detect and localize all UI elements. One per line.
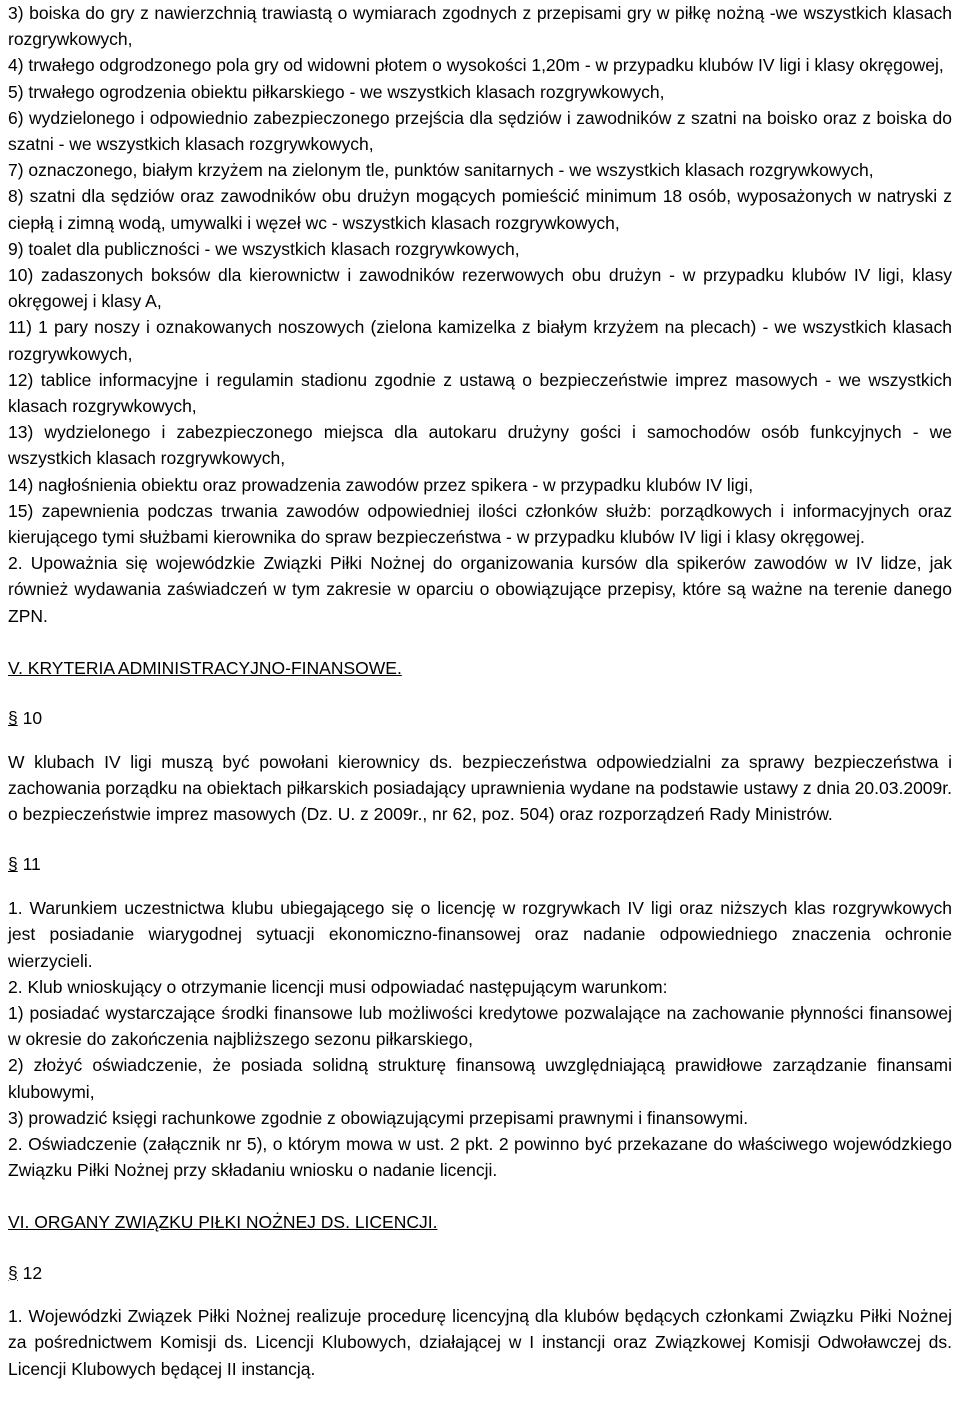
paragraph-marker-11 <box>8 851 952 877</box>
list-item: 12) tablice informacyjne i regulamin stadionu zgodnie z ustawą o bezpieczeństwie imprez masowych - we wszystkich klasach rozgrywkowych, <box>8 369 952 417</box>
list-item: 15) zapewnienia podczas trwania zawodów odpowiedniej ilości członków służb: porządkowych i informacyjnych oraz kierującego tymi służbami kierownika do spraw bezpieczeństwa - w przypadku klubów IV ligi i klasy okręgowej. <box>8 500 952 548</box>
paragraph: 2. Oświadczenie (załącznik nr 5), o którym mowa w ust. 2 pkt. 2 powinno być przekazane do właściwego wojewódzkiego Związku Piłki Nożnej przy składaniu wniosku o nadanie licencji. <box>8 1133 952 1181</box>
paragraph: 2. Upoważnia się wojewódzkie Związki Piłki Nożnej do organizowania kursów dla spikerów zawodów w IV lidze, jak również wydawania zaświadczeń w tym zakresie w oparciu o obowiązujące przepisy, które są ważne na terenie danego ZPN. <box>8 553 952 626</box>
list-item: 3) prowadzić księgi rachunkowe zgodnie z obowiązującymi przepisami prawnymi i finansowymi. <box>8 1107 749 1128</box>
list-item: 9) toalet dla publiczności - we wszystkich klasach rozgrywkowych, <box>8 238 520 259</box>
paragraph: 2. Klub wnioskujący o otrzymanie licencji musi odpowiadać następującym warunkom: <box>8 976 668 997</box>
list-item: 10) zadaszonych boksów dla kierownictw i zawodników rezerwowych obu drużyn - w przypadku klubów IV ligi, klasy okręgowej i klasy A, <box>8 265 952 312</box>
paragraph: 1. Warunkiem uczestnictwa klubu ubiegającego się o licencję w rozgrywkach IV ligi oraz niższych klas rozgrywkowych jest posiadanie wiarygodnej sytuacji ekonomiczno-finansowej oraz nadanie odpowiedniego znaczenia ochronie wierzycieli. <box>8 898 952 971</box>
section-heading-v <box>8 655 952 681</box>
list-item: 3) boiska do gry z nawierzchnią trawiastą o wymiarach zgodnych z przepisami gry w piłkę nożną -we wszystkich klasach rozgrywkowych, <box>8 3 952 50</box>
paragraph: W klubach IV ligi muszą być powołani kierownicy ds. bezpieczeństwa odpowiedzialni za sprawy bezpieczeństwa i zachowania porządku na obiektach piłkarskich posiadający uprawnienia wydane na podstawie ustawy z dnia 20.03.2009r. o bezpieczeństwie imprez masowych (Dz. U. z 2009r., nr 62, poz. 504) oraz rozporządzeń Rady Ministrów. <box>8 751 952 825</box>
section-sign: § <box>8 1262 18 1283</box>
paragraph: 1. Wojewódzki Związek Piłki Nożnej realizuje procedurę licencyjną dla klubów będących członkami Związku Piłki Nożnej za pośrednictwem Komisji ds. Licencji Klubowych, działającej w I instancji oraz Związkowej Komisji Odwoławczej ds. Licencji Klubowych będącej II instancją. <box>8 1306 952 1379</box>
section-heading-v-text: V. KRYTERIA ADMINISTRACYJNO-FINANSOWE. <box>8 657 402 678</box>
list-item: 1) posiadać wystarczające środki finansowe lub możliwości kredytowe pozwalające na zachowanie płynności finansowej w okresie do zakończenia najbliższego sezonu piłkarskiego, <box>8 1002 952 1050</box>
list-item: 2) złożyć oświadczenie, że posiada solidną strukturę finansową uwzględniającą prawidłowe zarządzanie finansami klubowymi, <box>8 1055 952 1102</box>
list-item: 4) trwałego odgrodzonego pola gry od widowni płotem o wysokości 1,20m - w przypadku klubów IV ligi i klasy okręgowej, <box>8 55 944 76</box>
paragraph-number: 12 <box>22 1262 43 1283</box>
section-heading-vi <box>8 1209 952 1235</box>
list-item: 5) trwałego ogrodzenia obiektu piłkarskiego - we wszystkich klasach rozgrywkowych, <box>8 81 665 102</box>
paragraph-number: 10 <box>22 708 43 729</box>
section-heading-vi-text: VI. ORGANY ZWIĄZKU PIŁKI NOŻNEJ DS. LICENCJI. <box>8 1212 438 1233</box>
paragraph-number: 11 <box>22 854 41 875</box>
paragraph-marker-12 <box>8 1260 952 1286</box>
list-item: 13) wydzielonego i zabezpieczonego miejsca dla autokaru drużyny gości i samochodów osób funkcyjnych - we wszystkich klasach rozgrywkowych, <box>8 422 952 469</box>
list-item: 7) oznaczonego, białym krzyżem na zielonym tle, punktów sanitarnych - we wszystkich klasach rozgrywkowych, <box>8 160 874 181</box>
list-item: 6) wydzielonego i odpowiednio zabezpieczonego przejścia dla sędziów i zawodników z szatni na boisko oraz z boiska do szatni - we wszystkich klasach rozgrywkowych, <box>8 107 952 155</box>
paragraph-marker-10 <box>8 705 952 731</box>
list-item: 11) 1 pary noszy i oznakowanych noszowych (zielona kamizelka z białym krzyżem na plecach) - we wszystkich klasach rozgrywkowych, <box>8 317 952 364</box>
list-item: 14) nagłośnienia obiektu oraz prowadzenia zawodów przez spikera - w przypadku klubów IV ligi, <box>8 474 754 495</box>
section-sign: § <box>8 708 18 729</box>
list-item: 8) szatni dla sędziów oraz zawodników obu drużyn mogących pomieścić minimum 18 osób, wyposażonych w natryski z ciepłą i zimną wodą, umywalki i węzeł wc - wszystkich klasach rozgrywkowych, <box>8 186 952 233</box>
section-sign: § <box>8 854 18 875</box>
